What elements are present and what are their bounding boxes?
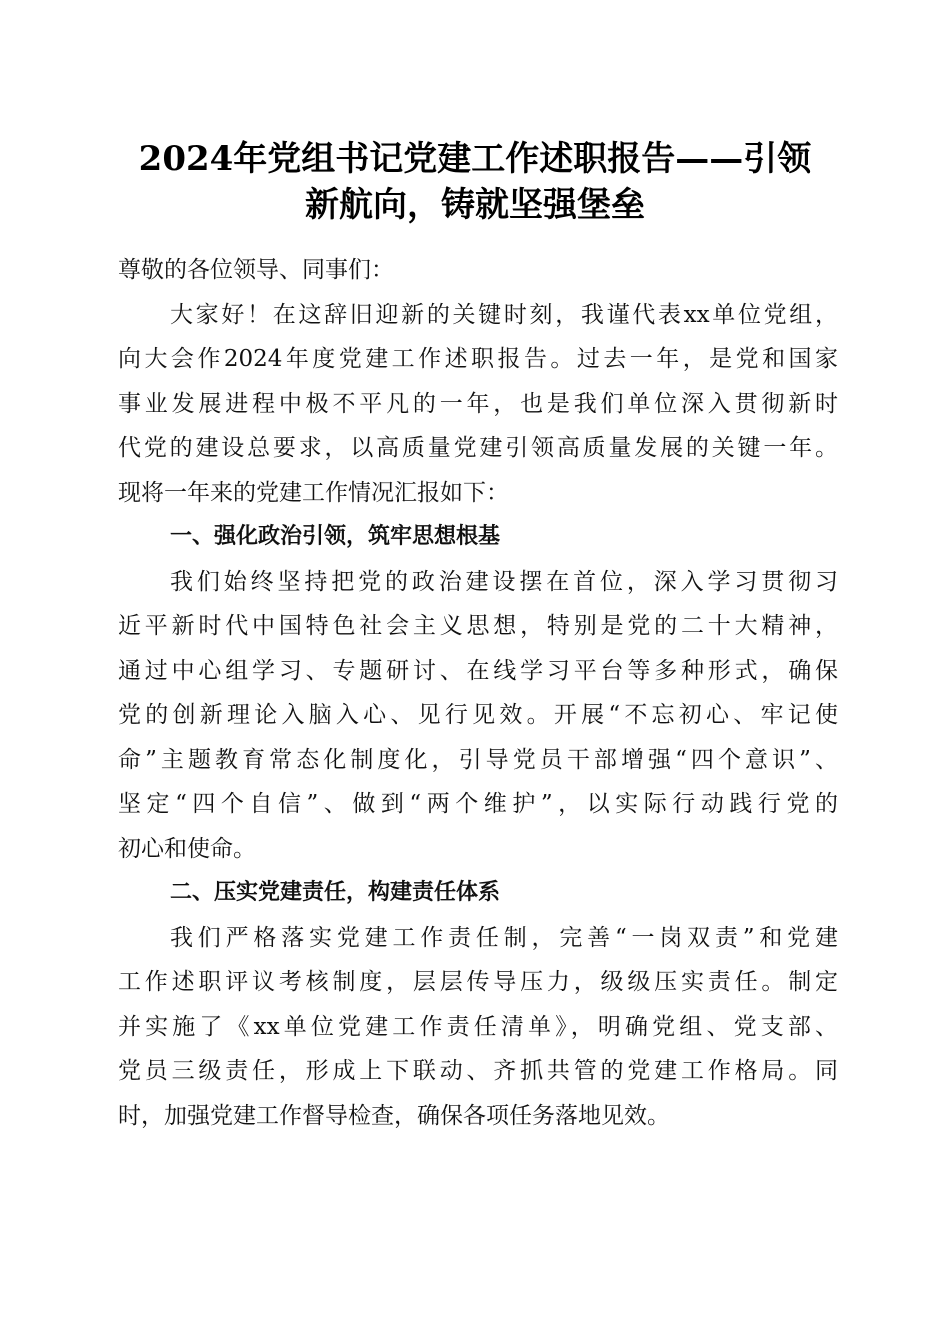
section-1-line: 命”主题教育常态化制度化，引导党员干部增强“四个意识”、 bbox=[118, 746, 838, 773]
section-2-line: 我们严格落实党建工作责任制，完善“一岗双责”和党建 bbox=[170, 924, 838, 951]
intro-line: 事业发展进程中极不平凡的一年，也是我们单位深入贯彻新时 bbox=[118, 390, 838, 417]
intro-line: 代党的建设总要求，以高质量党建引领高质量发展的关键一年。 bbox=[118, 435, 838, 461]
greeting: 尊敬的各位领导、同事们： bbox=[118, 257, 394, 283]
document-title-line-2: 新航向，铸就坚强堡垒 bbox=[305, 185, 645, 225]
section-1-line: 通过中心组学习、专题研讨、在线学习平台等多种形式，确保 bbox=[118, 657, 838, 684]
section-2-heading: 二、压实党建责任，构建责任体系 bbox=[170, 880, 501, 905]
section-2-line: 工作述职评议考核制度，层层传导压力，级级压实责任。制定 bbox=[118, 969, 838, 995]
section-1-line: 我们始终坚持把党的政治建设摆在首位，深入学习贯彻习 bbox=[170, 568, 838, 595]
intro-line: 大家好！在这辞旧迎新的关键时刻，我谨代表xx单位党组， bbox=[170, 301, 838, 328]
intro-line: 向大会作2024年度党建工作述职报告。过去一年，是党和国家 bbox=[118, 346, 838, 372]
document-title-line-1: 2024年党组书记党建工作述职报告——引领 bbox=[138, 139, 812, 179]
section-1-heading: 一、强化政治引领，筑牢思想根基 bbox=[170, 524, 501, 549]
section-1-line: 党的创新理论入脑入心、见行见效。开展“不忘初心、牢记使 bbox=[118, 702, 838, 728]
intro-line: 现将一年来的党建工作情况汇报如下： bbox=[118, 479, 509, 506]
document-body bbox=[118, 248, 838, 1138]
section-1-line: 初心和使命。 bbox=[118, 835, 256, 862]
section-2-line: 党员三级责任，形成上下联动、齐抓共管的党建工作格局。同 bbox=[118, 1058, 838, 1084]
section-2-line: 时，加强党建工作督导检查，确保各项任务落地见效。 bbox=[118, 1102, 670, 1129]
section-2-line: 并实施了《xx单位党建工作责任清单》，明确党组、党支部、 bbox=[118, 1013, 838, 1040]
section-1-line: 坚定“四个自信”、做到“两个维护”，以实际行动践行党的 bbox=[118, 791, 838, 817]
section-1-line: 近平新时代中国特色社会主义思想，特别是党的二十大精神， bbox=[118, 613, 838, 639]
